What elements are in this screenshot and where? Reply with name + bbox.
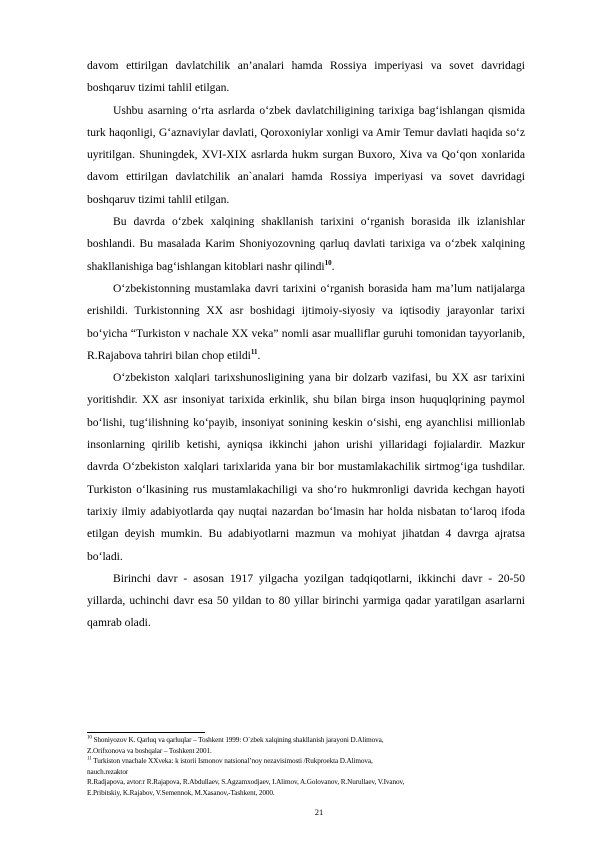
paragraph-text: O‘zbekistonning mustamlaka davri tarixini o‘rganish borasida ham ma’lum natijalarga erishildi. Turkistonning XX asr boshidagi ijtimoiy-siyosiy va iqtisodiy jarayonlar tarixi bo‘yicha “Turkiston v nachale XX veka” nomli asar mualliflar guruhi tomonidan tayyorlanib, R.Rajabova tahriri bilan chop etildi (87, 281, 525, 362)
footnote-ref[interactable]: 10 (324, 258, 332, 267)
footnote-line (87, 777, 532, 788)
page-number: 21 (314, 807, 324, 817)
paragraph-text: davom ettirilgan davlatchilik an’analari hamda Rossiya imperiyasi va sovet davridagi boshqaruv tizimi tahlil etilgan. (87, 59, 525, 95)
paragraph (87, 568, 525, 635)
footnote-text: Turkiston vnachale XXveka: k istorii Ismonov natsional’noy nezavisimosti /Rukproekta D.Alimova, (93, 757, 373, 766)
paragraph (87, 211, 525, 278)
paragraph (87, 367, 525, 568)
paragraph-text: Bu davrda o‘zbek xalqining shakllanish tarixini o‘rganish borasida ilk izlanishlar boshlandi. Bu masalada Karim Shoniyozovning qarluq davlati tarixiga va o‘zbek xalqining shakllanishiga bag‘ishlangan kitoblari nashr qilindi (87, 215, 525, 273)
footnote-text: nauch.rezaktor (87, 767, 129, 776)
footnote-text: E.Pribitskiy, K.Rajabov, V.Semennok, M.Xasanov,-Tashkent, 2000. (87, 788, 275, 797)
paragraph-text: Ushbu asarning o‘rta asrlarda o‘zbek davlatchiligining tarixiga bag‘ishlangan qismida turk haqonligi, G‘aznaviylar davlati, Qoroxoniylar xonligi va Amir Temur davlati haqida so‘z uyritilgan. Shuningdek, XVI-XIX asrlarda hukm surgan Buxoro, Xiva va Qo‘qon xonlarida davom ettirilgan davlatchilik an`analari hamda Rossiya imperiyasi va sovet davridagi boshqaruv tizimi tahlil etilgan. (87, 103, 525, 206)
footnote-line (87, 767, 532, 778)
paragraph-text-end: . (257, 348, 261, 362)
paragraph (87, 55, 525, 100)
footnote-line (87, 756, 532, 767)
footnote-number: 11 (87, 756, 92, 762)
footnote-text: Shoniyozov K. Qarluq va qarluqlar – Toshkent 1999: O`zbek xalqining shakllanish jarayoni D.Alimova, (93, 736, 384, 744)
paragraph (87, 278, 525, 367)
footnote-line (87, 746, 532, 757)
footnote-line (87, 788, 532, 799)
footnote-separator (87, 732, 205, 733)
paragraph-text-end: . (331, 259, 335, 273)
paragraph-text: O‘zbekiston xalqlari tarixshunosligining yana bir dolzarb vazifasi, bu XX asr tarixini yoritishdir. XX asr insoniyat tarixida erkinlik, shu bilan birga inson huquqlqrining paymol bo‘lishi, tug‘ilishning ko‘payib, insoniyat sonining keskin o‘sishi, eng ayanchlisi millionlab insonlarning qirilib ketishi, ayniqsa ikkinchi jahon urishi yillaridagi fojialardir. Mazkur davrda O‘zbekiston xalqlari tarixlarida yana bir bor mustamlakachilik sirtmog‘iga tushdilar. Turkiston o‘lkasining rus mustamlakachiligi va sho‘ro hukmronligi davrida kechgan hayoti tarixiy ilmiy adabiyotlarda qay nuqtai nazardan bo‘lmasin har holda nisbatan to‘laroq ifoda etilgan deyish mumkin. Bu adabiyotlarni mazmun va mohiyat jihatdan 4 davrga ajratsa bo‘ladi. (87, 371, 525, 563)
footnote-number: 10 (87, 735, 92, 741)
footnote-line (87, 735, 532, 746)
footnote-ref[interactable]: 11 (250, 348, 258, 356)
footnotes (87, 735, 532, 799)
footnote-text: R.Radjapova, avtor:r R.Rajapova, R.Abdullaev, S.Agzamxodjaev, I.Alimov, A.Golovanov, R.Nurullaev, V.Ivanov, (87, 778, 405, 787)
body-text (87, 55, 525, 635)
footnote-text: Z.Orifxonova va boshqalar – Toshkent 2001. (87, 746, 212, 755)
paragraph (87, 100, 525, 211)
paragraph-text: Birinchi davr - asosan 1917 yilgacha yozilgan tadqiqotlarni, ikkinchi davr - 20-50 yillarda, uchinchi davr esa 50 yildan to 80 yillar birinchi yarmiga qadar yaratilgan asarlarni qamrab oladi. (87, 571, 525, 630)
